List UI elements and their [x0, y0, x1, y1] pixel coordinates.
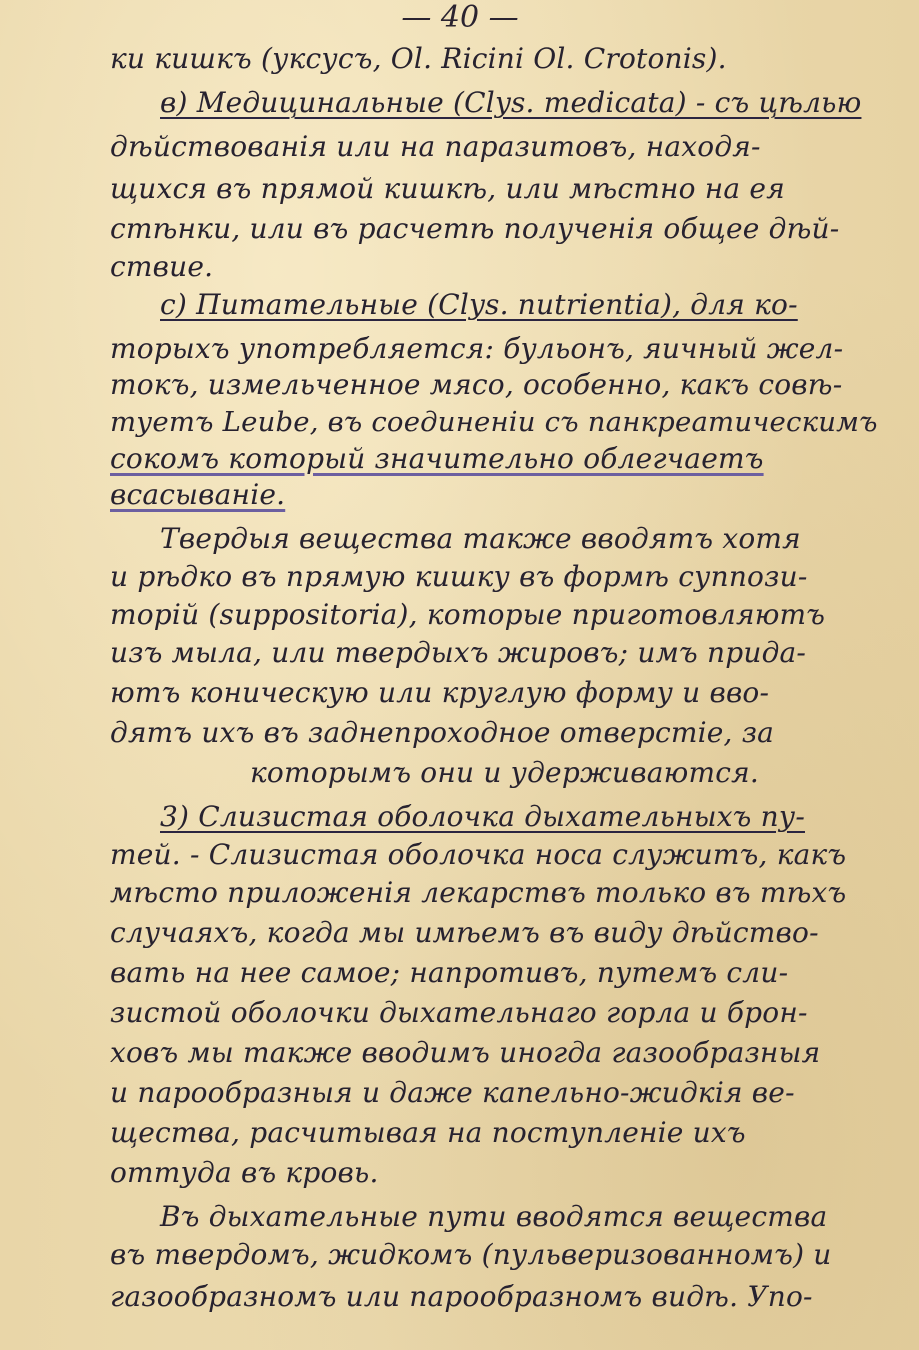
text-line: которымъ они и удерживаются.	[250, 756, 759, 789]
text-line: Въ дыхательные пути вводятся вещества	[160, 1200, 828, 1233]
text-line: дѣйствованія или на паразитовъ, находя-	[110, 130, 761, 163]
text-line: и рѣдко въ прямую кишку въ формѣ суппози-	[110, 560, 808, 593]
text-line: 3) Слизистая оболочка дыхательныхъ пу-	[160, 800, 805, 833]
text-line: щества, расчитывая на поступленіе ихъ	[110, 1116, 746, 1149]
text-line: и парообразныя и даже капельно-жидкія ве-	[110, 1076, 795, 1109]
text-line: вать на нее самое; напротивъ, путемъ сли-	[110, 956, 789, 989]
text-line: газообразномъ или парообразномъ видѣ. Упо-	[110, 1280, 813, 1313]
text-line: щихся въ прямой кишкѣ, или мѣстно на ея	[110, 172, 785, 205]
text-line: торій (suppositoria), которые приготовляютъ	[110, 598, 826, 631]
text-line: стѣнки, или въ расчетѣ полученія общее дѣй-	[110, 212, 840, 245]
text-line: зистой оболочки дыхательнаго горла и брон-	[110, 996, 808, 1029]
text-line: ствие.	[110, 250, 214, 283]
text-line: случаяхъ, когда мы имѣемъ въ виду дѣйство-	[110, 916, 819, 949]
text-line: торыхъ употребляется: бульонъ, яичный жел-	[110, 332, 844, 365]
text-line: с) Питательные (Clys. nutrientia), для ко-	[160, 288, 798, 321]
text-line: Твердыя вещества также вводятъ хотя	[160, 522, 801, 555]
text-line: оттуда въ кровь.	[110, 1156, 379, 1189]
text-line: тей. - Слизистая оболочка носа служитъ, какъ	[110, 838, 847, 871]
text-line: сокомъ который значительно облегчаетъ	[110, 442, 764, 475]
text-line: в) Медицинальные (Clys. medicata) - съ цѣлью	[160, 86, 862, 119]
text-line: въ твердомъ, жидкомъ (пульверизованномъ) и	[110, 1238, 832, 1271]
text-line: ховъ мы также вводимъ иногда газообразныя	[110, 1036, 821, 1069]
page-number: — 40 —	[401, 0, 519, 35]
text-line: всасываніе.	[110, 478, 286, 511]
text-line: дятъ ихъ въ заднепроходное отверстіе, за	[110, 716, 775, 749]
text-line: туетъ Leube, въ соединеніи съ панкреатическимъ	[110, 406, 878, 438]
text-line: изъ мыла, или твердыхъ жировъ; имъ прида-	[110, 636, 807, 669]
text-line: мѣсто приложенія лекарствъ только въ тѣхъ	[110, 876, 847, 909]
text-line: ки кишкъ (уксусъ, Ol. Ricini Ol. Crotonis).	[110, 42, 727, 75]
text-line: токъ, измельченное мясо, особенно, какъ совѣ-	[110, 368, 843, 401]
text-line: ютъ коническую или круглую форму и вво-	[110, 676, 770, 709]
